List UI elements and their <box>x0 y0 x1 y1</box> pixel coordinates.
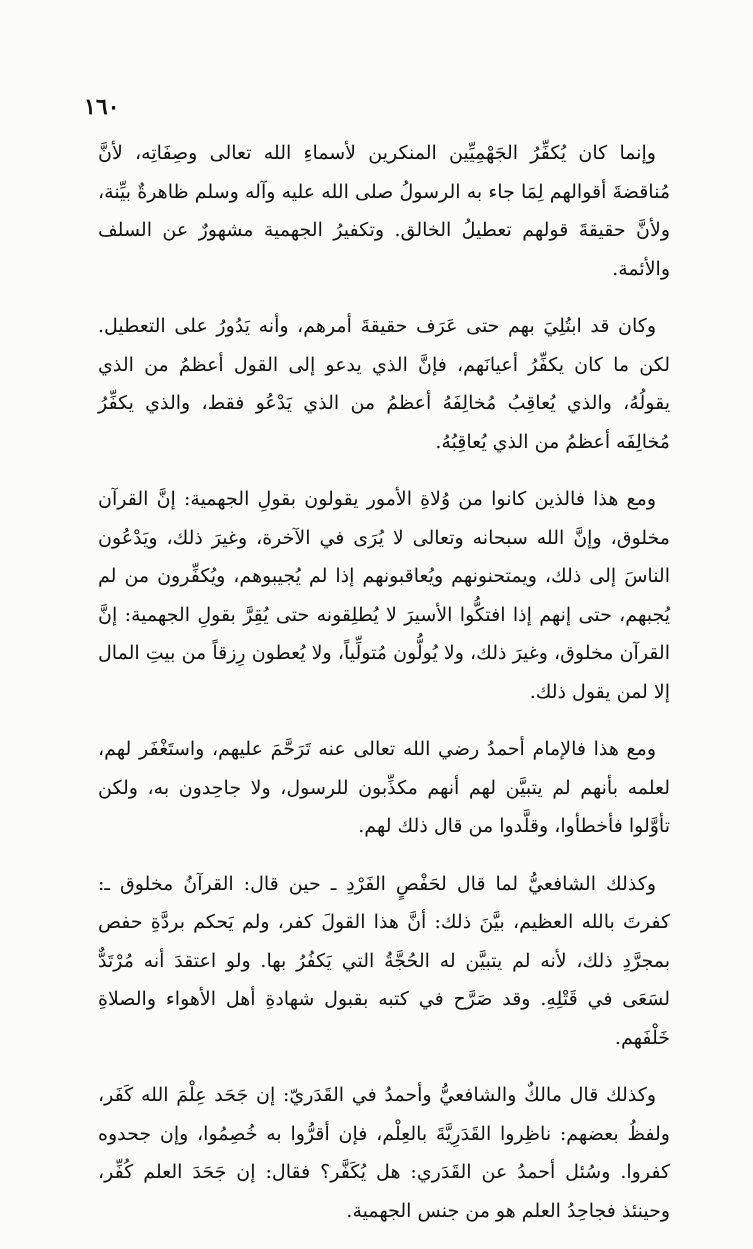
paragraph-2: وكان قد ابتُلِيَ بهم حتى عَرَف حقيقةَ أمرهم، وأنه يَدُورُ على التعطيل. لكن ما كان يكفِّرُ أعيانَهم، فإنَّ الذي يدعو إلى القول أعظمُ من الذي يقولُهُ، والذي يُعاقِبُ مُخالِفَهُ أعظمُ من الذي يَدْعُو فقط، والذي يكفِّرُ مُخالِفَه أعظمُ من الذي يُعاقِبُهُ. <box>98 315 670 453</box>
paragraph-3: ومع هذا فالذين كانوا من وُلاةِ الأمور يقولون بقولِ الجهمية: إنَّ القرآن مخلوق، وإنَّ الله سبحانه وتعالى لا يُرَى في الآخرة، وغيرَ ذلك، ويَدْعُون الناسَ إلى ذلك، ويمتحنونهم ويُعاقبونهم إذا لم يُجيبوهم، ويُكفِّرون من لم يُجبهم، حتى إنهم إذا افتكُّوا الأسيرَ لا يُطلِقونه حتى يُقِرَّ بقولِ الجهمية: إنَّ القرآن مخلوق، وغيرَ ذلك، ولا يُولُّون مُتولِّياً، ولا يُعطون رِزقاً من بيتِ المال إلا لمن يقول ذلك. <box>98 488 670 703</box>
paragraph-1: وإنما كان يُكفِّرُ الجَهْمِيِّين المنكرين لأسماءِ الله تعالى وصِفَاتِه، لأنَّ مُناقضةَ أقوالهم لِمَا جاء به الرسولُ صلى الله عليه وآله وسلم ظاهرةٌ بيِّنة، ولأنَّ حقيقةَ قولهم تعطيلُ الخالق. وتكفيرُ الجهمية مشهورٌ عن السلف والأئمة. <box>98 142 670 280</box>
paragraph-5: وكذلك الشافعيُّ لما قال لحَفْصٍ الفَرْدِ ـ حين قال: القرآنُ مخلوق ـ: كفرتَ بالله العظيم، بيَّنَ ذلك: أنَّ هذا القولَ كفر، ولم يَحكم بردَّةِ حفص بمجرَّدِ ذلك، لأنه لم يتبيَّن له الحُجَّةُ التي يَكفُرُ بها. ولو اعتقدَ أنه مُرْتَدٌّ لسَعَى في قَتْلِهِ. وقد صَرَّح في كتبه بقبول شهادةِ أهل الأهواء والصلاةِ خَلْفَهم. <box>98 872 670 1049</box>
page-number: ١٦٠ <box>84 94 120 120</box>
body-text <box>98 134 670 1249</box>
paragraph-6: وكذلك قال مالكٌ والشافعيُّ وأحمدُ في القَدَريّ: إن جَحَد عِلْمَ الله كَفَر، ولفظُ بعضهم: ناظِروا القَدَرِيَّةَ بالعِلْم، فإن أقرُّوا به خُصِمُوا، وإن جحدوه كفروا. وسُئل أحمدُ عن القَدَري: هل يُكَفَّر؟ فقال: إن جَحَدَ العلم كُفِّر، وحينئذ فجاحِدُ العلم هو من جنس الجهمية. <box>98 1084 670 1222</box>
paragraph-4: ومع هذا فالإمام أحمدُ رضي الله تعالى عنه تَرَحَّمَ عليهم، واستَغْفَر لهم، لعلمه بأنهم لم يتبيَّن لهم أنهم مكذِّبون للرسول، ولا جاحِدون به، ولكن تأوَّلوا فأخطأوا، وقلَّدوا من قال ذلك لهم. <box>98 738 670 837</box>
